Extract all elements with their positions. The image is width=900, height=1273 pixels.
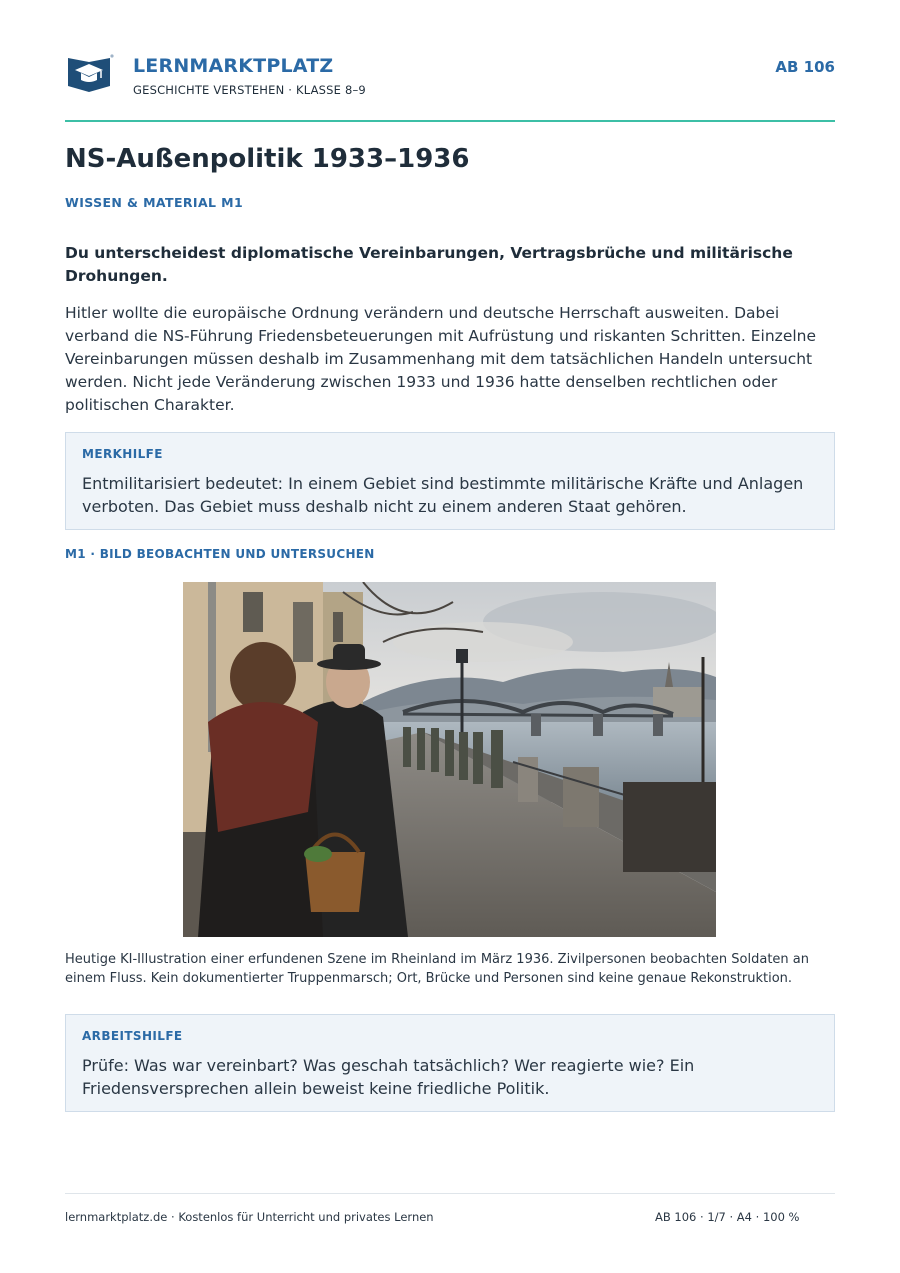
arbeitshilfe-label: ARBEITSHILFE (82, 1029, 183, 1043)
sheet-id: AB 106 (775, 58, 835, 76)
intro-paragraph: Hitler wollte die europäische Ordnung verändern und deutsche Herrschaft ausweiten. Dabei verband die NS-Führung Friedensbeteuerungen mit Aufrüstung und riskanten Schritten. Einzelne Vereinbarungen müssen deshalb im Zusammenhang mit dem tatsächlichen Handeln untersucht werden. Nicht jede Veränderung zwischen 1933 und 1936 hatte denselben rechtlichen oder politischen Charakter. (65, 304, 817, 414)
brand-subtitle: GESCHICHTE VERSTEHEN · KLASSE 8–9 (133, 83, 366, 97)
arbeitshilfe-box (65, 1014, 835, 1112)
page-title: NS-Außenpolitik 1933–1936 (65, 144, 470, 174)
section-kicker: WISSEN & MATERIAL M1 (65, 195, 244, 210)
m1-illustration (183, 582, 716, 937)
footer-source: lernmarktplatz.de · Kostenlos für Unterricht und privates Lernen (65, 1210, 434, 1224)
footer-page-info: AB 106 · 1/7 · A4 · 100 % (655, 1210, 800, 1224)
brand-name: LERNMARKTPLATZ (133, 55, 334, 77)
merkhilfe-box (65, 432, 835, 530)
graduation-cap-book-icon (65, 52, 115, 94)
material-heading: M1 · BILD BEOBACHTEN UND UNTERSUCHEN (65, 547, 375, 561)
arbeitshilfe-text: Prüfe: Was war vereinbart? Was geschah tatsächlich? Wer reagierte wie? Ein Friedensversprechen allein beweist keine friedliche Politik. (82, 1056, 695, 1098)
merkhilfe-label: MERKHILFE (82, 447, 163, 461)
merkhilfe-text: Entmilitarisiert bedeutet: In einem Gebiet sind bestimmte militärische Kräfte und Anlagen verboten. Das Gebiet muss deshalb nicht zu einem anderen Staat gehören. (82, 474, 804, 516)
footer-divider (65, 1193, 835, 1194)
figure-caption: Heutige KI-Illustration einer erfundenen Szene im Rheinland im März 1936. Zivilpersonen beobachten Soldaten an einem Fluss. Kein dokumentierter Truppenmarsch; Ort, Brücke und Personen sind keine genaue Rekonstruktion. (65, 952, 810, 986)
header-divider (65, 120, 835, 122)
learning-goal: Du unterscheidest diplomatische Vereinbarungen, Vertragsbrüche und militärische Drohungen. (65, 244, 793, 285)
page-header (65, 50, 835, 100)
